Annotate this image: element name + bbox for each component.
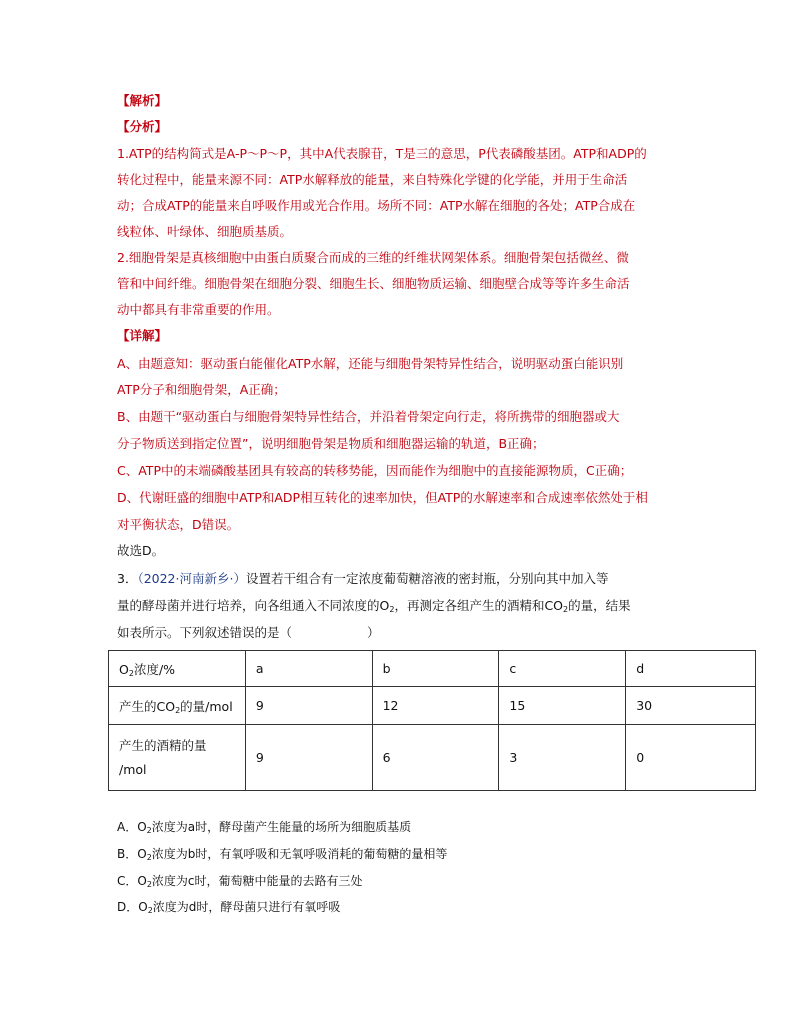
table-cell: 3 [499,725,626,791]
subscript: 2 [389,605,395,614]
question-line-1 [117,570,608,588]
question-number: 3． [117,571,138,586]
table-row [109,651,756,687]
table-cell: 9 [245,725,372,791]
fenxi-line: 动；合成ATP的能量来自呼吸作用或光合作用。场所不同：ATP水解在细胞的各处；ATP合成在 [117,198,636,213]
table-cell: d [626,651,756,687]
option-d[interactable]: D．$O_2$浓度为d时，酵母菌只进行有氧呼吸 [117,900,341,915]
detail-line: B、由题干“驱动蛋白与细胞骨架特异性结合，并沿着骨架定向行走，将所携带的细胞器或大 [117,409,620,424]
detail-line: C、ATP中的末端磷酸基团具有较高的转移势能，因而能作为细胞中的直接能源物质，C正确； [117,463,633,478]
table-cell: 15 [499,687,626,725]
question-source: （2022·河南新乡·） [137,571,246,586]
table-cell: 9 [245,687,372,725]
fenxi-line: 线粒体、叶绿体、细胞质基质。 [117,224,293,239]
table-row-label: 产生的酒精的量 /mol [109,725,246,791]
detail-line: ATP分子和细胞骨架，A正确； [117,382,286,397]
question-line-3: 如表所示。下列叙述错误的是（ ） [117,625,380,640]
question-line-2 [117,597,631,619]
option-a[interactable]: A．$O_2$浓度为a时，酵母菌产生能量的场所为细胞质基质 [117,820,412,835]
data-table [108,650,756,791]
detail-line: D、代谢旺盛的细胞中ATP和ADP相互转化的速率加快，但ATP的水解速率和合成速率依然处于相 [117,490,648,505]
conclusion: 故选D。 [117,543,165,558]
table-cell: 6 [372,725,499,791]
analysis-heading: 【解析】 [117,93,168,108]
question-text: ，再测定各组产生的酒精和CO [394,598,564,613]
table-cell: a [245,651,372,687]
table-cell: b [372,651,499,687]
fenxi-line: 1.ATP的结构简式是A-P～P～P，其中A代表腺苷，T是三的意思，P代表磷酸基团。ATP和ADP的 [117,146,647,161]
question-text: 设置若干组合有一定浓度葡萄糖溶液的密封瓶，分别向其中加入等 [245,571,609,586]
question-text: 的量，结果 [568,598,631,613]
detail-line: 分子物质送到指定位置”，说明细胞骨架是物质和细胞器运输的轨道，B正确； [117,436,545,451]
table-row [109,687,756,725]
option-b[interactable]: B．$O_2$浓度为b时，有氧呼吸和无氧呼吸消耗的葡萄糖的量相等 [117,847,448,862]
table-cell: c [499,651,626,687]
fenxi-line: 转化过程中，能量来源不同：ATP水解释放的能量，来自特殊化学键的化学能，并用于生命活 [117,172,628,187]
option-c[interactable]: C．$O_2$浓度为c时，葡萄糖中能量的去路有三处 [117,874,363,889]
fenxi-line: 管和中间纤维。细胞骨架在细胞分裂、细胞生长、细胞物质运输、细胞壁合成等等许多生命活 [117,276,630,291]
detail-line: 对平衡状态，D错误。 [117,517,240,532]
subscript: 2 [563,605,569,614]
table-cell: 30 [626,687,756,725]
table-row [109,725,756,791]
table-header-label: $O_2$浓度/% [109,651,246,687]
detail-heading: 【详解】 [117,328,168,343]
detail-line: A、由题意知：驱动蛋白能催化ATP水解，还能与细胞骨架特异性结合，说明驱动蛋白能识别 [117,356,624,371]
question-text: 量的酵母菌并进行培养，向各组通入不同浓度的O [117,598,390,613]
table-cell: 0 [626,725,756,791]
fenxi-line: 动中都具有非常重要的作用。 [117,302,280,317]
fenxi-heading: 【分析】 [117,119,168,134]
table-cell: 12 [372,687,499,725]
table-row-label: 产生的$CO_2$的量/mol [109,687,246,725]
fenxi-line: 2.细胞骨架是真核细胞中由蛋白质聚合而成的三维的纤维状网架体系。细胞骨架包括微丝、微 [117,250,629,265]
